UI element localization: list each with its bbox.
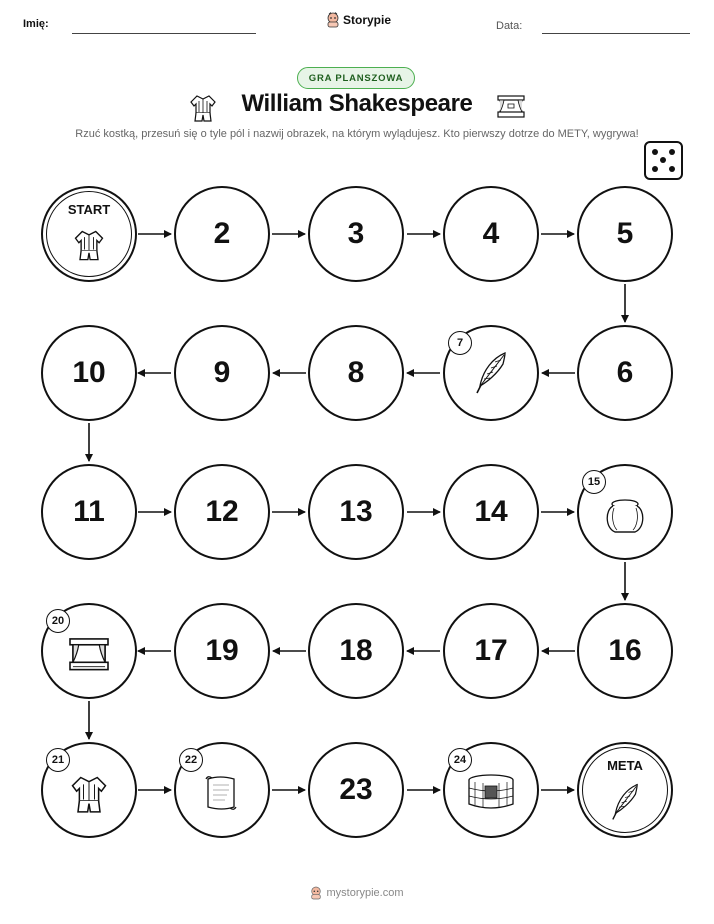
board-cell-19 (174, 603, 270, 699)
cell-number: 4 (482, 217, 500, 250)
finish-label: META (607, 758, 643, 773)
cell-number-badge: 7 (448, 331, 472, 355)
board-cell-16 (577, 603, 673, 699)
board-cell-13 (308, 464, 404, 560)
board-cell-18 (308, 603, 404, 699)
brand-name: Storypie (343, 13, 392, 27)
cell-number-badge: 24 (448, 748, 472, 772)
cell-number: 23 (339, 773, 373, 806)
board-cell-4 (443, 186, 539, 282)
doublet-icon (67, 773, 111, 815)
date-label: Data: (496, 20, 523, 32)
cell-number: 13 (339, 495, 373, 528)
cell-number: 19 (205, 634, 239, 667)
cell-number: 16 (608, 634, 642, 667)
cell-number-badge: 21 (46, 748, 70, 772)
cell-number: 11 (73, 495, 105, 528)
cell-number-badge: 22 (179, 748, 203, 772)
board-cell-12 (174, 464, 270, 560)
board-cell-17 (443, 603, 539, 699)
board-cell-9 (174, 325, 270, 421)
name-label: Imię: (23, 18, 49, 30)
globe-theatre-icon (465, 772, 517, 812)
instructions: Rzuć kostką, przesuń się o tyle pól i nazwij obrazek, na którym wylądujesz. Kto pierwszy dotrze do METY, wygrywa! (75, 128, 639, 140)
board-cell-start (41, 186, 137, 282)
board-cell-6 (577, 325, 673, 421)
cell-number: 8 (347, 356, 365, 389)
pot-icon (601, 496, 649, 536)
game-type-tag: GRA PLANSZOWA (297, 67, 415, 89)
cell-number: 17 (474, 634, 508, 667)
cell-number: 9 (213, 356, 231, 389)
footer (0, 886, 714, 900)
page-title: William Shakespeare (241, 90, 473, 117)
cell-number: 5 (616, 217, 634, 250)
cell-number: 2 (213, 217, 231, 250)
board-cell-14 (443, 464, 539, 560)
quill-icon (607, 782, 643, 822)
cell-number: 3 (347, 217, 365, 250)
board-cell-11 (41, 464, 137, 560)
stage-icon (67, 636, 111, 674)
cell-number: 14 (474, 495, 508, 528)
board-cell-10 (41, 325, 137, 421)
board-cell-finish (577, 742, 673, 838)
scroll-icon (200, 771, 244, 815)
cell-number-badge: 15 (582, 470, 606, 494)
board-cell-5 (577, 186, 673, 282)
cell-number-badge: 20 (46, 609, 70, 633)
start-label: START (67, 202, 111, 217)
cell-number: 10 (72, 356, 106, 389)
quill-icon (471, 350, 511, 396)
cell-number: 18 (339, 634, 373, 667)
footer-site[interactable]: mystorypie.com (326, 887, 404, 899)
board-cell-2 (174, 186, 270, 282)
board-cell-23 (308, 742, 404, 838)
cell-number: 12 (205, 495, 239, 528)
board-cell-3 (308, 186, 404, 282)
storypie-mascot-icon (310, 886, 322, 900)
doublet-icon (71, 226, 107, 264)
board-cell-8 (308, 325, 404, 421)
cell-number: 6 (616, 356, 634, 389)
